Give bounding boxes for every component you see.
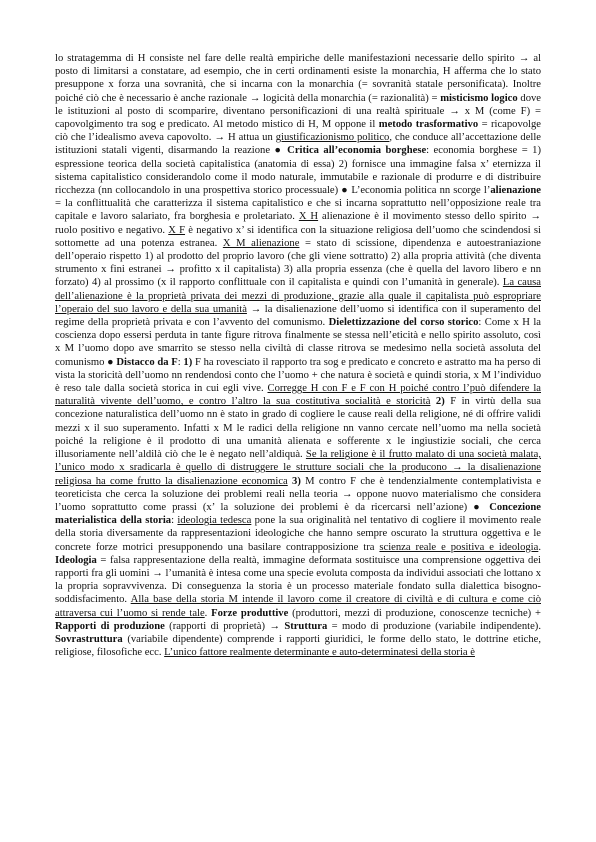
bold-term: Sovrastruttura	[55, 633, 123, 645]
underlined-text: X H	[298, 211, 319, 223]
text-run: (rapporti di proprietà) →	[164, 620, 285, 632]
body-paragraph	[55, 52, 541, 659]
text-run: .	[204, 607, 212, 619]
text-run: → la disalienazione dell’uomo si identifica con il superamento del regime della proprietà privata e con l’avvento del comunismo.	[55, 303, 541, 329]
bold-term: metodo trasformativo	[378, 119, 479, 131]
text-run: = falsa rappresentazione della realtà, immagine deformata sostituisce una comprensione oggettiva dei rapporti fra gli uomini → l’umanità è intesa come una specie evoluta composta da individui associati che lottano x la propria sopravvivenza. Di conseguenza la storia è un processo materiale fondato sulla dialettica bisogno-soddisfacimento.	[55, 554, 541, 606]
text-run: = stato di scissione, dipendenza e autoestraniazione dell’operaio rispetto 1) al prodotto del proprio lavoro (che gli viene sottratto) 2) alla propria attività (che diventa strumento x fini estranei → profitto x il capitalista) 3) alla propria essenza (che è quella del lavoro libero e nn forzato) 4) al prossimo (x il rapporto conflittuale con il capitalista e quindi con l’umanità in generale).	[55, 237, 541, 289]
underlined-text: ideologia tedesca	[177, 515, 252, 527]
underlined-text: Alla base della storia M intende il lavoro come il creatore di civiltà e di cultura e come ciò attraversa cui l’uomo si rende tale	[55, 594, 541, 619]
bold-term: 1)	[183, 356, 193, 368]
bold-term: Struttura	[284, 620, 328, 632]
text-run: :	[171, 515, 178, 527]
text-run: pone la sua originalità nel tentativo di cogliere il movimento reale della storia diversamente da rappresentazioni ideologiche che hanno sempre oscurato la struttura oggettiva e le concrete forze motrici presupponendo una basilare contrapposizione tra	[55, 515, 541, 553]
text-run: alienazione è il movimento stesso dello spirito → ruolo positivo e negativo.	[55, 211, 541, 236]
text-run: = la conflittualità che caratterizza il sistema capitalistico e che si incarna soprattutto nell’opposizione reale tra capitale e lavoro salariato, fra borghesia e proletariato.	[55, 198, 541, 223]
underlined-text: X F	[168, 224, 186, 236]
underlined-text: L’unico fattore realmente determinante e auto-determinatesi della storia è	[164, 647, 475, 659]
bold-term: 3)	[292, 475, 301, 487]
underlined-text: La causa dell’alienazione è la proprietà privata dei mezzi di produzione, grazie alla quale il capitalista può espropriare l’operaio del suo lavoro e della sua umanità	[55, 277, 541, 315]
text-run: (produttori, mezzi di produzione, conoscenze tecniche) +	[288, 607, 541, 619]
text-run: :	[177, 356, 184, 368]
text-run: F ha rovesciato il rapporto tra sog e predicato e concreto e astratto ma ha perso di vista la storicità dell’uomo nn rendendosi conto che l’uomo + che natura è società e quindi storia, x M l’individuo è reso tale dalla società storica in cui egli vive.	[55, 356, 541, 395]
underlined-text: X M alienazione	[222, 237, 300, 249]
text-run: lo stratagemma di H consiste nel fare delle realtà empiriche delle manifestazioni necessarie dello spirito → al posto di limitarsi a constatare, ad esempio, che in certi ordinamenti esiste la monarchia, H afferma che lo stato presuppone x forza una sovranità, che si incarna con la monarchia (= sovranità statale personificata). Inoltre poiché ciò che è necessario è anche razionale → logicità della monarchia (= razionalità) =	[55, 53, 541, 104]
bold-term: Forze produttive	[211, 607, 289, 619]
bold-term: alienazione	[490, 185, 541, 197]
underlined-text: Corregge H con F e F con H poiché contro l’può difendere la naturalità vivente dell’uomo, e contro l’altro la sua costitutiva socialità e storicità	[55, 383, 541, 408]
underlined-text: scienza reale e positiva e ideologia	[379, 541, 539, 553]
bold-term: Rapporti di produzione	[55, 620, 165, 632]
bold-term: Concezione materialistica della storia	[55, 501, 541, 527]
bold-term: misticismo logico	[440, 92, 518, 104]
bold-term: Dielettizzazione del corso storico	[328, 317, 479, 329]
text-run: è negativo x’ si identifica con la situazione religiosa dell’uomo che scindendosi si sottomette ad una potenza estranea.	[55, 224, 541, 249]
text-run: F in virtù della sua concezione naturalistica dell’uomo nn è stato in grado di cogliere le cause reali della religione, né di offrire validi mezzi x il suo superamento. Infatti x M le radici della religione nn vanno cercate nell’uomo ma nella società poiché la religione è il prodotto di una umanità alienata e sofferente x le ingiustizie sociali, che cerca illusoriamente nell’aldilà ciò che le è negato nell’aldiquà.	[55, 396, 542, 461]
bold-term: Distacco da F	[116, 356, 178, 368]
bold-term: Critica all’economia borghese	[287, 145, 427, 157]
bold-term: Ideologia	[55, 554, 97, 566]
text-run: = modo di produzione (variabile indipendente).	[327, 620, 541, 632]
text-run: = ricapovolge ciò che l’idealismo aveva capovolto. → H attua un	[55, 119, 542, 144]
text-run: : economia borghese = 1) espressione teorica della società capitalistica (anatomia di essa) 2) fornisce una immagine falsa x’ eternizza il sistema capitalistico considerandolo come il modo naturale, immutabile e razionale di produrre e di distribuire ricchezza (nn collocandolo in una prospettiva storico processuale) ● L’economia politica nn scorge l’	[55, 145, 541, 197]
text-run: dove le istituzioni al posto di scomparire, diventano personificazioni di una realtà spirituale → x M (come F) = capovolgimento tra sog e predicato. Al metodo mistico di H, M oppone il	[55, 92, 541, 131]
text-run: (variabile dipendente) comprende i rapporti giuridici, le forme dello stato, le dottrine etiche, religiose, filosofiche ecc.	[55, 633, 541, 659]
text-run: M contro F che è tendenzialmente contemplativista e teoreticista che cerca la soluzione dei problemi reali nella teoria → oppone nuovo materialismo che considera l’uomo soprattutto come prassi (x’ la soluzione dei problemi è da ricercarsi nell’azione) ●	[55, 475, 541, 513]
underlined-text: Se la religione è il frutto malato di una società malata, l’unico modo x sradicarla è quello di distruggere le strutture sociali che la producono → la disalienazione religiosa ha come frutto la disalienazione economica	[55, 449, 541, 487]
bold-term: 2)	[435, 396, 445, 408]
underlined-text: giustificazionismo politico	[275, 132, 390, 144]
text-run: .	[538, 541, 541, 553]
text-run: : Come x H la coscienza dopo essersi perduta in tante figure ritrova finalmente se stessa nell’eticità e nello spirito assoluto, così x M l’uomo dopo ave smarrito se stesso nella civiltà di classe ritrova se medesimo nella società assoluta del comunismo ●	[55, 317, 542, 368]
document-page	[55, 52, 541, 659]
text-run: , che conduce all’accettazione delle istituzioni statali vigenti, disarmando la reazione ●	[55, 132, 541, 157]
